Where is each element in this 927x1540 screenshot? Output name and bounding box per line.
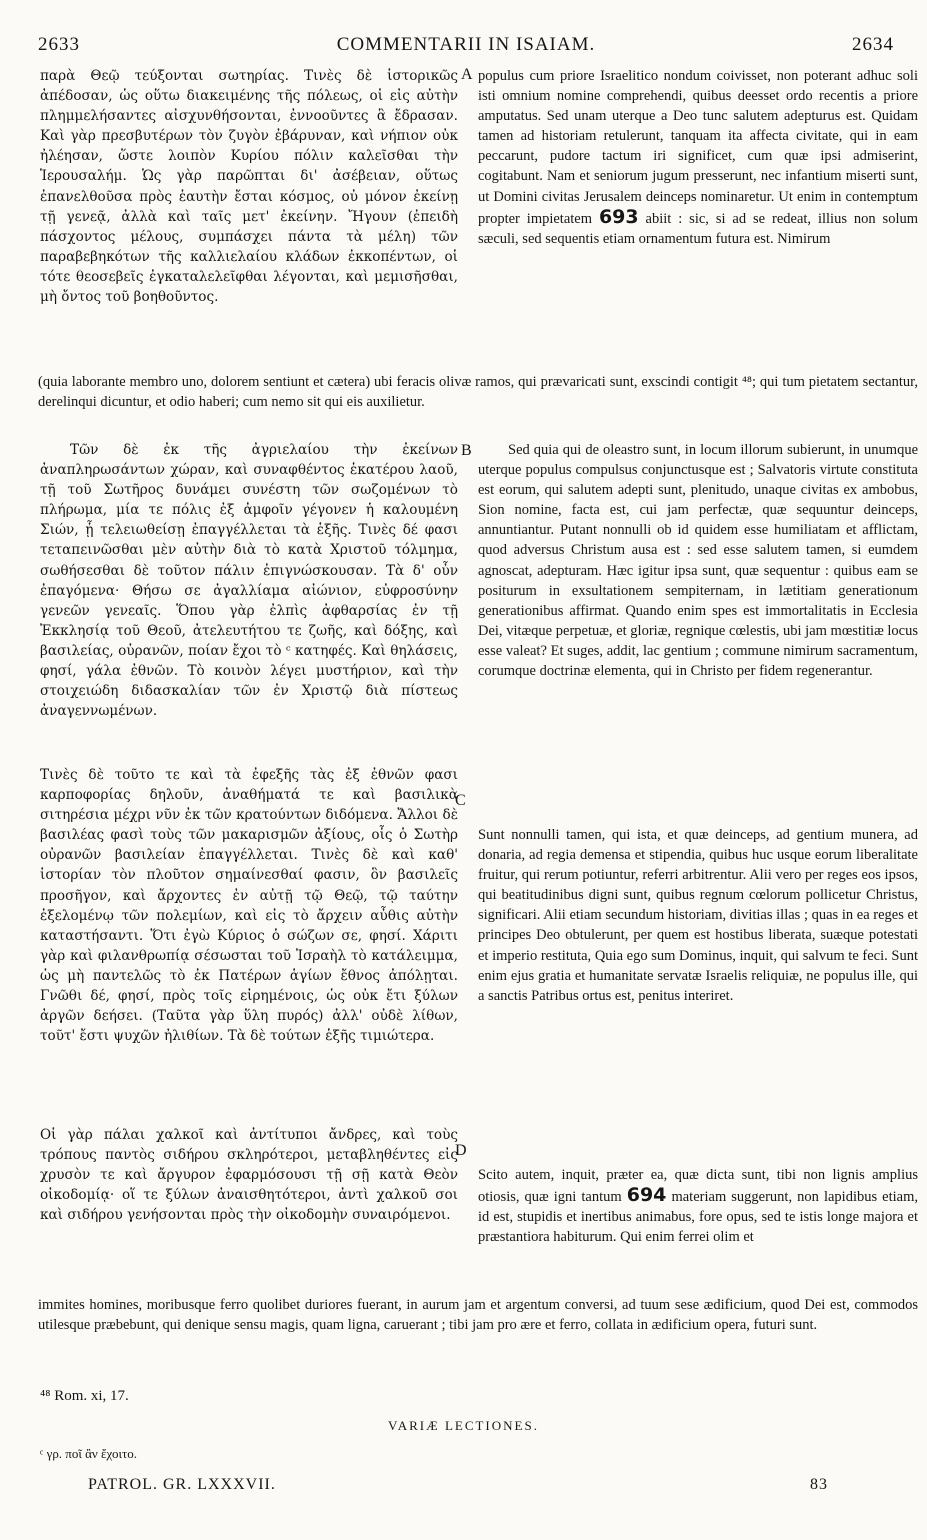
variae-lectiones-heading: VARIÆ LECTIONES. bbox=[388, 1418, 539, 1433]
latin-column-d bbox=[478, 1165, 918, 1247]
page-marker-694: 694 bbox=[626, 1184, 667, 1207]
latin-column-a bbox=[478, 66, 918, 249]
latin-text-d-cont: materiam suggerunt, non lapidibus etiam, id est, stupidis et inertibus animabus, fore opus, sed te istis longe majora et præstantiora habiturum. Qui enim ferrei olim et bbox=[478, 1189, 919, 1246]
latin-text-c: Sunt nonnulli tamen, qui ista, et quæ deinceps, ad gentium munera, ad donaria, ad regia demensa et stipendia, quibus huc usque eorum liberalitate fruitur, qui rerum potiuntur, referri arbitrentur. Alii vero per reges eos ipsos, qui beatitudinibus digni sunt, quibus regnum cœlorum pollicetur Christus, significari. Alii etiam secundum historiam, divitias illas ; quas in ea reges et principes Deo obtulerunt, per quem est hostibus liberata, suæque potestati et imperio restituta, Quia ego sum Dominus, inquit, qui salvum te feci. Sunt enim ejus gratia et humanitate servatæ Israelis reliquiæ, ne populus ille, qui a sanctis Patribus ortus est, penitus interiret. bbox=[478, 827, 918, 1004]
fullwidth-latin-a-text: (quia laborante membro uno, dolorem sentiunt et cætera) ubi feracis olivæ ramos, qui prævaricati sunt, exscindi contigit ⁴⁸; qui tum pietatem sectantur, derelinqui dicuntur, et odio haberi; cum nemo sit qui eis auxilietur. bbox=[38, 374, 918, 411]
section-marker-c: C bbox=[455, 792, 466, 809]
greek-text-b: Τῶν δὲ ἐκ τῆς ἀγριελαίου τὴν ἐκείνων ἀναπληρωσάντων χώραν, καὶ συναφθέντος ἑκατέρου λαοῦ, τῇ τοῦ Σωτῆρος δυνάμει συνέστη τῶν σωζομένων τὸ πλήρωμα, μία τε πόλις ἐξ ἀμφοῖν γέγονεν ἡ καλουμένη Σιών, ᾗ τελειωθείσῃ ἐπαγγέλλεται τὰ ἑξῆς. Τινὲς δέ φασι τεταπεινῶσθαι μὲν αὐτὴν διὰ τὸ κατὰ Χριστοῦ τόλμημα, σωθήσεσθαι δὲ τοῦτον πάλιν ἐπιγνώσκουσαν. Τὰ δ' οὖν ἐπαγόμενα· Θήσω σε ἀγαλλίαμα αἰώνιον, εὐφροσύνην γενεῶν γενεαῖς. Ὅπου γὰρ ἐλπὶς ἀφθαρσίας ἐν τῇ Ἐκκλησίᾳ τοῦ Θεοῦ, ἀτελευτήτου τε ζωῆς, καὶ δόξης, καὶ βασιλείας, οὐρανῶν, ποίαν ἔχοι τὸ ᶜ κατηφές. Καὶ θηλάσεις, φησί, γάλα ἐθνῶν. Τὸ κοινὸν λέγει μυστήριον, καὶ τὴν στοιχειώδη διδασκαλίαν τῶν ἐν Χριστῷ διὰ πίστεως ἀναγεννωμένων. bbox=[40, 442, 458, 720]
latin-text-b: Sed quia qui de oleastro sunt, in locum illorum subierunt, in unumque uterque populus compulsus conjunctusque est ; Salvatoris virtute constituta est eorum, qui salutem adepti sunt, plenitudo, unaque civitas ex ambobus, Sion nomine, facta est, cui jam perfectæ, quæ sequuntur deinceps, annuntiantur. Putant nonnulli ob id quidem esse humiliatam et afflictam, quod adversus Christum ausa est : sed esse salutem tamen, si eumdem agnoscat, adepturam. Hæc igitur ipsa sunt, quæ sequentur : quibus eam se positurum in exsultationem sempiternam, in lætitiam generationum generationibus affirmat. Quando enim spes est immortalitatis in Ecclesia Dei, vitæque perpetuæ, et gloriæ, regnique cœlestis, ubi jam mœstitiæ locus esse valeat? Et suges, addit, lac gentium ; commune nimirum sacramentum, corumque doctrinæ elementa, qui in Christo per fidem regenerantur. bbox=[478, 442, 918, 680]
fullwidth-latin-a bbox=[38, 372, 918, 413]
latin-text-d bbox=[478, 1165, 918, 1247]
fullwidth-latin-d-text: immites homines, moribusque ferro quolibet duriores fuerant, in aurum jam et argentum conversi, ad tuum sese ædificium, quod Dei est, commodos utilesque præbebunt, qui denique sensu magis, quam ligna, caruerant ; tibi jam pro ære et ferro, collata in ædificium opera, futuri sunt. bbox=[38, 1297, 918, 1334]
latin-text-a-cont: abiit : sic, si ad se redeat, illius non solum sæculi, sed sequentis etiam ornamentum futura est. Nimirum bbox=[478, 210, 919, 247]
greek-column-c bbox=[40, 765, 458, 1046]
page-footer bbox=[88, 1476, 828, 1502]
running-title: COMMENTARII IN ISAIAM. bbox=[336, 34, 596, 55]
greek-text-c: Τινὲς δὲ τοῦτο τε καὶ τὰ ἐφεξῆς τὰς ἐξ ἐθνῶν φασι καρποφορίας δηλοῦν, ἀναθήματά τε καὶ βασιλικὰ σιτηρέσια μέχρι νῦν ἐκ τῶν κρατούντων διδόμενα. Ἄλλοι δὲ βασιλέας φασὶ τοὺς τῶν μακαρισμῶν ἀξίους, οἷς ὁ Σωτὴρ οὐρανῶν βασιλείαν ἐπαγγέλλεται. Τινὲς δὲ καὶ καθ' ἱστορίαν τὸν πλοῦτον σημαίνεσθαί φασιν, ὃν βασιλεῖς προσῆγον, καὶ ἄρχοντες ἐν αὐτῇ τῷ Θεῷ, τῷ ταύτην ἐξελομένῳ τῶν πολεμίων, καὶ εἰς τὸ ἄρχειν αὖθις αὐτὴν καταστήσαντι. Ὅτι ἐγὼ Κύριος ὁ σώζων σε, φησί. Χάριτι γὰρ καὶ φιλανθρωπίᾳ σέσωσται τοῦ Ἰσραὴλ τὸ κατάλειμμα, ὡς μὴ παντελῶς τὸ ἐκ Πατέρων ἁγίων ἔθνος ἀπόλῃται. Γνῶθι δέ, φησί, πρὸς τοῖς εἰρημένοις, ὡς οὐκ ἔτι ξύλων ἀργῶν δεήσει. (Ταῦτα γὰρ ὕλη πυρός) ἀλλ' οὐδὲ λίθων, τοῦτ' ἔστι ψυχῶν ἠλιθίων. Τὰ δὲ τούτων ἑξῆς τιμιώτερα. bbox=[40, 767, 458, 1045]
latin-text-a-main: populus cum priore Israelitico nondum coivisset, non poterant adhuc soli isti omnium nomine comprehendi, quibus deesset ordo recentis a priore amputatus. Sed unam uterque a Deo tunc salutem adepturus est. Quidam tamen ad historiam retulerunt, tanquam ita affecta civitate, qui in eam peccarunt, pudore tactum iri significet, cum quæ ipsi admiserint, cogitabunt. Nam et seniorum jugum presserunt, nec infantium miserti sunt, ut Domini civitas Jerusalem deinceps nominaretur. Ut enim in contemptum propter impietatem bbox=[478, 68, 918, 227]
latin-text-d-main: Scito autem, inquit, præter ea, quæ dicta sunt, tibi non lignis amplius otiosis, quæ igni tantum bbox=[478, 1167, 918, 1206]
left-page-number: 2633 bbox=[38, 34, 80, 55]
greek-column-d bbox=[40, 1125, 458, 1225]
latin-text-a bbox=[478, 66, 918, 249]
right-page-number: 2634 bbox=[852, 34, 894, 55]
section-marker-b: B bbox=[461, 442, 472, 459]
footnote: ⁴⁸ Rom. xi, 17. bbox=[40, 1388, 129, 1404]
greek-column-a bbox=[40, 66, 458, 307]
signature-mark: 83 bbox=[810, 1476, 828, 1493]
page-header bbox=[38, 34, 894, 60]
greek-column-b bbox=[40, 440, 458, 721]
latin-column-b bbox=[478, 440, 918, 681]
section-marker-a: A bbox=[461, 66, 473, 83]
fullwidth-latin-d bbox=[38, 1295, 918, 1336]
variant-reading: ᶜ γρ. ποῖ ἂν ἔχοιτο. bbox=[40, 1446, 137, 1461]
page-marker-693: 693 bbox=[598, 205, 639, 228]
section-marker-d: D bbox=[455, 1142, 467, 1159]
greek-text-a: παρὰ Θεῷ τεύξονται σωτηρίας. Τινὲς δὲ ἱστορικῶς ἀπέδοσαν, ὡς οὕτω διακειμένης τῆς πόλεως, οἱ εἰς αὐτὴν πλημμελήσαντες αἰσχυνθήσονται, ἐννοοῦντες ἃ ἔδρασαν. Καὶ γὰρ πρεσβυτέρων τὸν ζυγὸν ἐβάρυναν, καὶ νήπιον οὐκ ἠλέησαν, ὥστε λοιπὸν Κυρίου πόλιν καλεῖσθαι τὴν Ἱερουσαλήμ. Ὡς γὰρ παρῶπται δι' ἀσέβειαν, οὕτως ἐπανελθοῦσα πρὸς ἑαυτὴν ἔσται κόσμος, οὐ μόνον ἐκείνῃ τῇ γενεᾷ, ἀλλὰ καὶ ταῖς μετ' ἐκείνην. Ἤγουν (ἐπειδὴ πάσχοντος μέλους, συμπάσχει πάντα τὰ μέλη) τῶν παραβεβηκότων τῆς καλλιελαίου κλάδων ἐκκοπέντων, οἱ τότε θεοσεβεῖς ἐγκαταλελεῖφθαι λέγονται, καὶ μεμισῆσθαι, μὴ ὄντος τοῦ βοηθοῦντος. bbox=[40, 68, 458, 306]
series-volume: PATROL. GR. LXXXVII. bbox=[88, 1476, 276, 1493]
greek-text-d: Οἱ γὰρ πάλαι χαλκοῖ καὶ ἀντίτυποι ἄνδρες, καὶ τοὺς τρόπους παντὸς σιδήρου σκληρότεροι, μεταβληθέντες εἰς χρυσὸν τε καὶ ἄργυρον ἐφαρμόσουσι τῇ σῇ κατὰ Θεὸν οἰκοδομίᾳ· οἵ τε ξύλων ἀναισθητότεροι, ἀντὶ χαλκοῦ σοι καὶ σιδήρου γενήσονται πρὸς τὴν οἰκοδομὴν συναιρόμενοι. bbox=[40, 1127, 458, 1224]
latin-column-c bbox=[478, 825, 918, 1006]
